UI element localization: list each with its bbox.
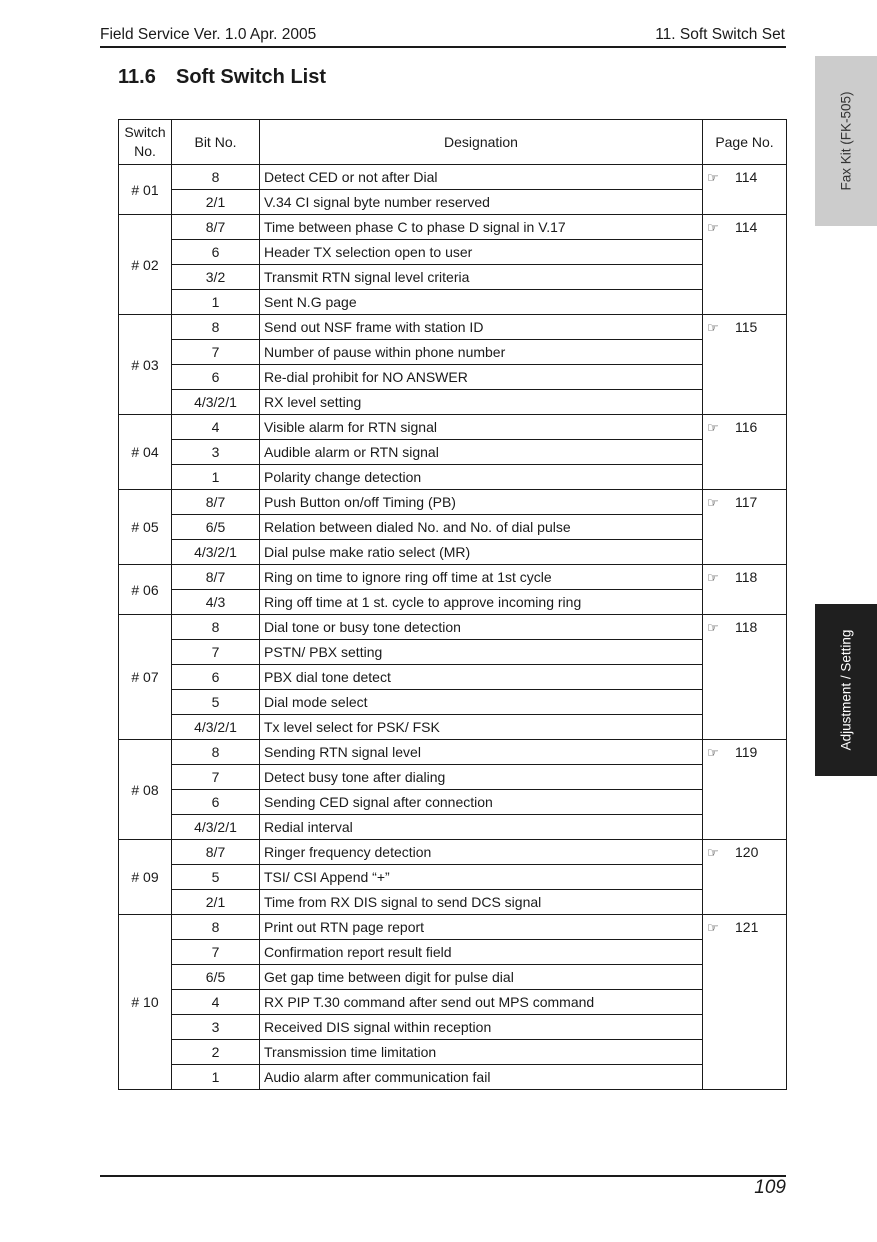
table-row xyxy=(119,940,787,965)
page-number: 109 xyxy=(754,1177,786,1198)
bit-number-cell: 7 xyxy=(172,940,260,965)
bit-number-cell: 7 xyxy=(172,340,260,365)
pointing-hand-icon: ☞ xyxy=(707,845,719,860)
bit-number-cell: 8 xyxy=(172,315,260,340)
table-row xyxy=(119,315,787,340)
bit-number-cell: 3 xyxy=(172,440,260,465)
table-row xyxy=(119,890,787,915)
page-ref-number[interactable]: 119 xyxy=(735,744,758,760)
table-row xyxy=(119,990,787,1015)
designation-cell: Get gap time between digit for pulse dial xyxy=(260,965,703,990)
column-header-switch-line2: No. xyxy=(134,143,156,159)
pointing-hand-icon: ☞ xyxy=(707,220,719,235)
table-row xyxy=(119,365,787,390)
designation-cell: Push Button on/off Timing (PB) xyxy=(260,490,703,515)
designation-cell: Detect busy tone after dialing xyxy=(260,765,703,790)
page-ref-number[interactable]: 115 xyxy=(735,319,758,335)
page-ref-number[interactable]: 114 xyxy=(735,219,758,235)
side-tab-fax-kit-label: Fax Kit (FK-505) xyxy=(838,91,854,191)
table-row xyxy=(119,1065,787,1090)
designation-cell: Re-dial prohibit for NO ANSWER xyxy=(260,365,703,390)
pointing-hand-icon: ☞ xyxy=(707,570,719,585)
designation-cell: RX level setting xyxy=(260,390,703,415)
header-left-text: Field Service Ver. 1.0 Apr. 2005 xyxy=(100,26,317,43)
designation-cell: Ringer frequency detection xyxy=(260,840,703,865)
designation-cell: RX PIP T.30 command after send out MPS command xyxy=(260,990,703,1015)
switch-number-cell: # 04 xyxy=(119,415,172,490)
table-row xyxy=(119,290,787,315)
pointing-hand-icon: ☞ xyxy=(707,320,719,335)
table-row xyxy=(119,1015,787,1040)
column-header-switch-line1: Switch xyxy=(124,124,166,140)
pointing-hand-icon: ☞ xyxy=(707,420,719,435)
table-row xyxy=(119,790,787,815)
table-row xyxy=(119,740,787,765)
switch-number-cell: # 03 xyxy=(119,315,172,415)
designation-cell: Sending RTN signal level xyxy=(260,740,703,765)
designation-cell: Received DIS signal within reception xyxy=(260,1015,703,1040)
designation-cell: Redial interval xyxy=(260,815,703,840)
section-title xyxy=(118,66,326,89)
page-ref-cell xyxy=(703,915,787,1090)
designation-cell: Sending CED signal after connection xyxy=(260,790,703,815)
table-row xyxy=(119,240,787,265)
table-row xyxy=(119,565,787,590)
table-row xyxy=(119,165,787,190)
designation-cell: Dial mode select xyxy=(260,690,703,715)
table-row xyxy=(119,465,787,490)
page-ref-number[interactable]: 121 xyxy=(735,919,759,935)
switch-number-cell: # 08 xyxy=(119,740,172,840)
table-row xyxy=(119,665,787,690)
column-header-switch-no xyxy=(119,120,172,165)
page-ref-cell xyxy=(703,165,787,215)
switch-number-cell: # 07 xyxy=(119,615,172,740)
table-row xyxy=(119,215,787,240)
page-ref-cell xyxy=(703,740,787,840)
designation-cell: Visible alarm for RTN signal xyxy=(260,415,703,440)
switch-number-cell: # 06 xyxy=(119,565,172,615)
designation-cell: Polarity change detection xyxy=(260,465,703,490)
bit-number-cell: 7 xyxy=(172,640,260,665)
bit-number-cell: 6/5 xyxy=(172,965,260,990)
table-row xyxy=(119,440,787,465)
page-ref-cell xyxy=(703,215,787,315)
designation-cell: TSI/ CSI Append “+” xyxy=(260,865,703,890)
page-ref-cell xyxy=(703,565,787,615)
bit-number-cell: 1 xyxy=(172,1065,260,1090)
bit-number-cell: 4/3 xyxy=(172,590,260,615)
soft-switch-table xyxy=(118,119,787,1090)
designation-cell: Detect CED or not after Dial xyxy=(260,165,703,190)
pointing-hand-icon: ☞ xyxy=(707,170,719,185)
header-rule xyxy=(100,46,786,48)
designation-cell: Tx level select for PSK/ FSK xyxy=(260,715,703,740)
designation-cell: Time between phase C to phase D signal in V.17 xyxy=(260,215,703,240)
bit-number-cell: 8/7 xyxy=(172,565,260,590)
switch-number-cell: # 02 xyxy=(119,215,172,315)
pointing-hand-icon: ☞ xyxy=(707,745,719,760)
designation-cell: PSTN/ PBX setting xyxy=(260,640,703,665)
table-row xyxy=(119,1040,787,1065)
designation-cell: Print out RTN page report xyxy=(260,915,703,940)
bit-number-cell: 8/7 xyxy=(172,840,260,865)
table-row xyxy=(119,265,787,290)
section-number: 11.6 xyxy=(118,66,156,88)
designation-cell: Dial tone or busy tone detection xyxy=(260,615,703,640)
table-row xyxy=(119,815,787,840)
page-ref-cell xyxy=(703,315,787,415)
bit-number-cell: 5 xyxy=(172,865,260,890)
bit-number-cell: 8 xyxy=(172,915,260,940)
bit-number-cell: 5 xyxy=(172,690,260,715)
page-ref-number[interactable]: 118 xyxy=(735,569,758,585)
table-row xyxy=(119,590,787,615)
bit-number-cell: 8 xyxy=(172,740,260,765)
side-tab-fax-kit[interactable] xyxy=(815,56,877,226)
bit-number-cell: 3/2 xyxy=(172,265,260,290)
designation-cell: Number of pause within phone number xyxy=(260,340,703,365)
table-row xyxy=(119,390,787,415)
bit-number-cell: 8 xyxy=(172,165,260,190)
page-ref-cell xyxy=(703,415,787,490)
bit-number-cell: 4 xyxy=(172,415,260,440)
table-row xyxy=(119,915,787,940)
designation-cell: Ring on time to ignore ring off time at 1st cycle xyxy=(260,565,703,590)
switch-number-cell: # 01 xyxy=(119,165,172,215)
designation-cell: Audio alarm after communication fail xyxy=(260,1065,703,1090)
table-row xyxy=(119,965,787,990)
footer-rule xyxy=(100,1175,786,1177)
bit-number-cell: 6/5 xyxy=(172,515,260,540)
bit-number-cell: 1 xyxy=(172,290,260,315)
designation-cell: Audible alarm or RTN signal xyxy=(260,440,703,465)
table-row xyxy=(119,690,787,715)
table-row xyxy=(119,190,787,215)
bit-number-cell: 4/3/2/1 xyxy=(172,715,260,740)
table-row xyxy=(119,765,787,790)
bit-number-cell: 4/3/2/1 xyxy=(172,540,260,565)
table-row xyxy=(119,715,787,740)
bit-number-cell: 6 xyxy=(172,790,260,815)
pointing-hand-icon: ☞ xyxy=(707,495,719,510)
bit-number-cell: 4/3/2/1 xyxy=(172,390,260,415)
table-body xyxy=(119,165,787,1090)
designation-cell: Confirmation report result field xyxy=(260,940,703,965)
bit-number-cell: 2/1 xyxy=(172,890,260,915)
bit-number-cell: 6 xyxy=(172,240,260,265)
table-row xyxy=(119,415,787,440)
pointing-hand-icon: ☞ xyxy=(707,620,719,635)
table-row xyxy=(119,540,787,565)
pointing-hand-icon: ☞ xyxy=(707,920,719,935)
bit-number-cell: 8/7 xyxy=(172,215,260,240)
designation-cell: Transmission time limitation xyxy=(260,1040,703,1065)
bit-number-cell: 4/3/2/1 xyxy=(172,815,260,840)
column-header-bit-no: Bit No. xyxy=(172,120,260,165)
table-row xyxy=(119,615,787,640)
designation-cell: Send out NSF frame with station ID xyxy=(260,315,703,340)
side-tab-adjustment-setting[interactable] xyxy=(815,604,877,776)
designation-cell: Transmit RTN signal level criteria xyxy=(260,265,703,290)
bit-number-cell: 3 xyxy=(172,1015,260,1040)
switch-number-cell: # 09 xyxy=(119,840,172,915)
bit-number-cell: 2/1 xyxy=(172,190,260,215)
bit-number-cell: 1 xyxy=(172,465,260,490)
designation-cell: Relation between dialed No. and No. of dial pulse xyxy=(260,515,703,540)
section-title-text: Soft Switch List xyxy=(176,66,326,88)
designation-cell: Sent N.G page xyxy=(260,290,703,315)
side-tab-adjustment-setting-label: Adjustment / Setting xyxy=(838,629,854,751)
designation-cell: Header TX selection open to user xyxy=(260,240,703,265)
bit-number-cell: 8/7 xyxy=(172,490,260,515)
designation-cell: V.34 CI signal byte number reserved xyxy=(260,190,703,215)
switch-number-cell: # 10 xyxy=(119,915,172,1090)
table-row xyxy=(119,640,787,665)
designation-cell: Time from RX DIS signal to send DCS signal xyxy=(260,890,703,915)
page-ref-cell xyxy=(703,490,787,565)
page-ref-cell xyxy=(703,615,787,740)
page-ref-number[interactable]: 117 xyxy=(735,494,758,510)
table-row xyxy=(119,865,787,890)
table-row xyxy=(119,840,787,865)
table-row xyxy=(119,340,787,365)
page-ref-number[interactable]: 116 xyxy=(735,419,758,435)
designation-cell: PBX dial tone detect xyxy=(260,665,703,690)
page-ref-cell xyxy=(703,840,787,915)
page-ref-number[interactable]: 120 xyxy=(735,844,759,860)
designation-cell: Dial pulse make ratio select (MR) xyxy=(260,540,703,565)
bit-number-cell: 6 xyxy=(172,365,260,390)
page-ref-number[interactable]: 114 xyxy=(735,169,758,185)
table-header-row xyxy=(119,120,787,165)
table-row xyxy=(119,490,787,515)
page-ref-number[interactable]: 118 xyxy=(735,619,758,635)
bit-number-cell: 4 xyxy=(172,990,260,1015)
bit-number-cell: 7 xyxy=(172,765,260,790)
bit-number-cell: 6 xyxy=(172,665,260,690)
table-row xyxy=(119,515,787,540)
header-right-text: 11. Soft Switch Set xyxy=(655,26,785,43)
designation-cell: Ring off time at 1 st. cycle to approve incoming ring xyxy=(260,590,703,615)
column-header-designation: Designation xyxy=(260,120,703,165)
column-header-page-no: Page No. xyxy=(703,120,787,165)
bit-number-cell: 2 xyxy=(172,1040,260,1065)
bit-number-cell: 8 xyxy=(172,615,260,640)
switch-number-cell: # 05 xyxy=(119,490,172,565)
